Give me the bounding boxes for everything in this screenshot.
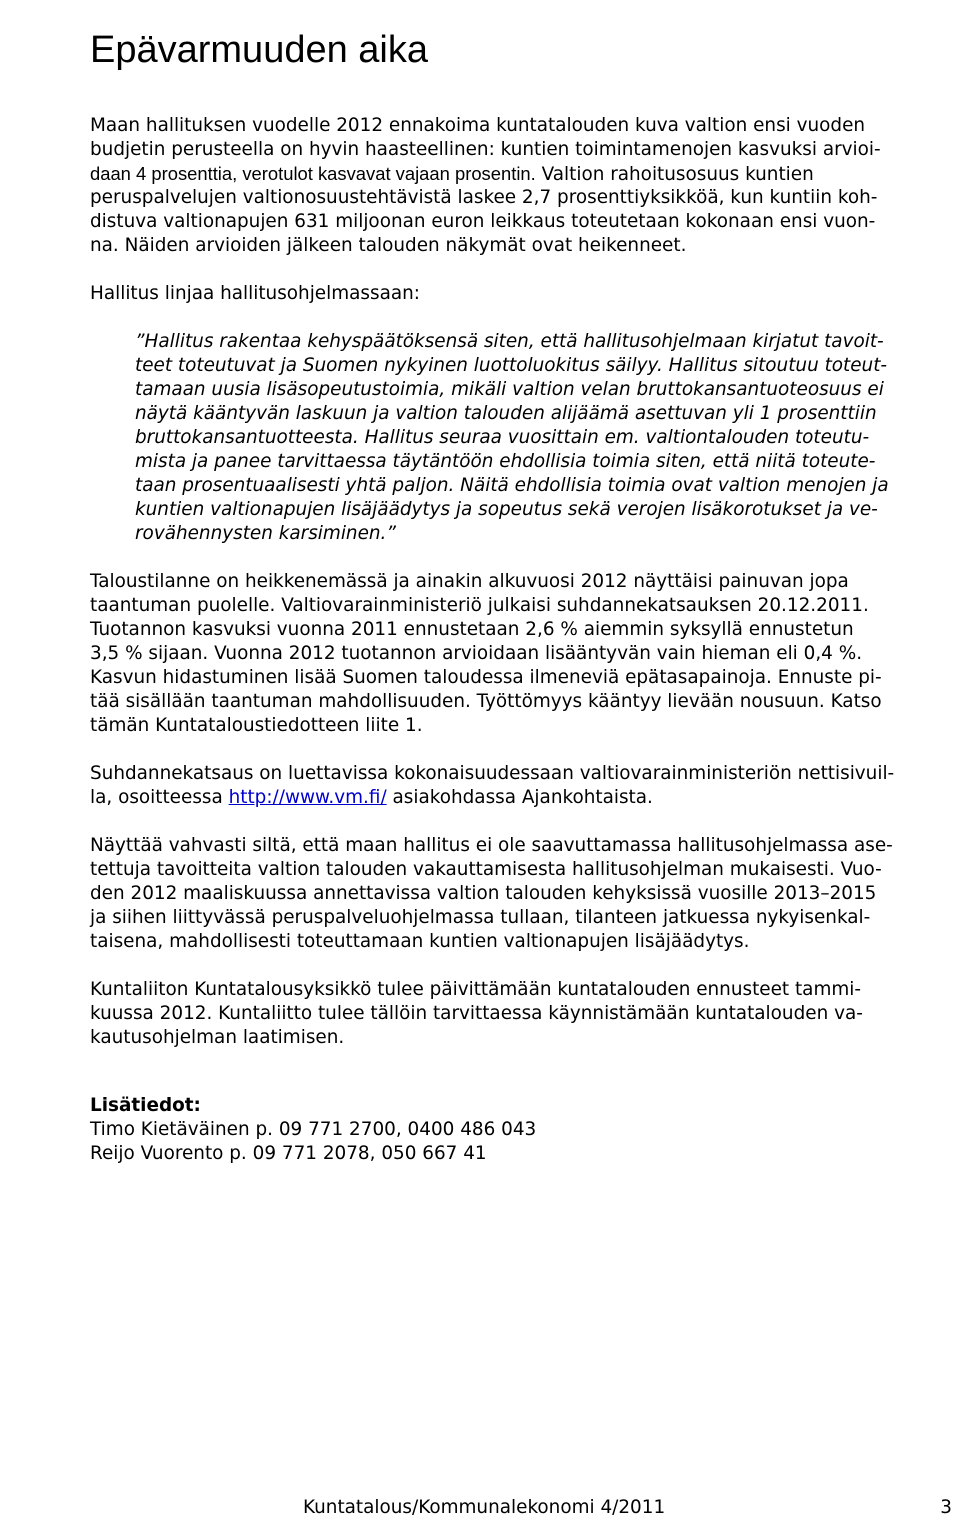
quote-line: rovähennysten karsiminen.” [135, 523, 396, 544]
text-line: ja siihen liittyvässä peruspalveluohjelmassa tullaan, tilanteen jatkuessa nykyisenkal- [90, 907, 871, 928]
text-segment: asiakohdassa Ajankohtaista. [386, 787, 653, 808]
text-line [90, 162, 814, 187]
text-line: taisena, mahdollisesti toteuttamaan kuntien valtionapujen lisäjäädytys. [90, 931, 750, 952]
quote-line: bruttokansantuotteesta. Hallitus seuraa vuosittain em. valtiontalouden toteutu- [135, 427, 870, 448]
text-line: na. Näiden arvioiden jälkeen talouden näkymät ovat heikenneet. [90, 235, 687, 256]
quote-line: teet toteutuvat ja Suomen nykyinen luottoluokitus säilyy. Hallitus sitoutuu toteut- [135, 355, 888, 376]
text-segment: Valtion rahoitusosuus kuntien [535, 164, 814, 185]
text-line: budjetin perusteella on hyvin haasteellinen: kuntien toimintamenojen kasvuksi arvioi- [90, 139, 881, 160]
text-line: kautusohjelman laatimisen. [90, 1027, 345, 1048]
text-line: distuva valtionapujen 631 miljoonan euron leikkaus toteutetaan kokonaan ensi vuon- [90, 211, 876, 232]
quote-line: taan prosentuaalisesti yhtä paljon. Näitä ehdollisia toimia ovat valtion menojen ja [135, 475, 889, 496]
text-line: Tuotannon kasvuksi vuonna 2011 ennustetaan 2,6 % aiemmin syksyllä ennustetun [90, 619, 854, 640]
text-line: Suhdannekatsaus on luettavissa kokonaisuudessaan valtiovarainministeriön nettisivuil- [90, 763, 895, 784]
text-line: Maan hallituksen vuodelle 2012 ennakoima kuntatalouden kuva valtion ensi vuoden [90, 115, 866, 136]
contact-person: Reijo Vuorento p. 09 771 2078, 050 667 41 [90, 1143, 487, 1164]
text-line: tää sisällään taantuman mahdollisuuden. Työttömyys kääntyy lievään nousuun. Katso [90, 691, 882, 712]
quote-line: tamaan uusia lisäsopeutustoimia, mikäli valtion velan bruttokansantuoteosuus ei [135, 379, 884, 400]
text-segment: la, osoitteessa [90, 787, 229, 808]
text-line: Kuntaliiton Kuntatalousyksikkö tulee päivittämään kuntatalouden ennusteet tammi- [90, 979, 862, 1000]
quote-line: näytä kääntyvän laskuun ja valtion talouden alijäämä asettuvan yli 1 prosenttiin [135, 403, 877, 424]
contacts-heading: Lisätiedot: [90, 1095, 201, 1116]
text-line: peruspalvelujen valtionosuustehtävistä laskee 2,7 prosenttiyksikköä, kun kuntiin koh- [90, 187, 878, 208]
footer-page-number: 3 [940, 1497, 952, 1518]
text-line: Taloustilanne on heikkenemässä ja ainakin alkuvuosi 2012 näyttäisi painuvan jopa [90, 571, 849, 592]
text-line: Näyttää vahvasti siltä, että maan hallitus ei ole saavuttamassa hallitusohjelmassa ase- [90, 835, 893, 856]
text-line: tettuja tavoitteita valtion talouden vakauttamisesta hallitusohjelman mukaisesti. Vuo- [90, 859, 882, 880]
text-line: tämän Kuntataloustiedotteen liite 1. [90, 715, 423, 736]
text-line: Kasvun hidastuminen lisää Suomen taloudessa ilmeneviä epätasapainoja. Ennuste pi- [90, 667, 882, 688]
text-line: den 2012 maaliskuussa annettavissa valtion talouden kehyksissä vuosille 2013–2015 [90, 883, 877, 904]
text-line: taantuman puolelle. Valtiovarainministeriö julkaisi suhdannekatsauksen 20.12.2011. [90, 595, 869, 616]
contact-person: Timo Kietäväinen p. 09 771 2700, 0400 486 043 [90, 1119, 537, 1140]
text-line [90, 786, 653, 810]
text-line: kuussa 2012. Kuntaliitto tulee tällöin tarvittaessa käynnistämään kuntatalouden va- [90, 1003, 863, 1024]
page-title: Epävarmuuden aika [90, 29, 428, 71]
quote-line: mista ja panee tarvittaessa täytäntöön ehdollisia toimia siten, että niitä toteute- [135, 451, 876, 472]
quote-line: ”Hallitus rakentaa kehyspäätöksensä siten, että hallitusohjelmaan kirjatut tavoit- [135, 331, 884, 352]
footer-publication: Kuntatalous/Kommunalekonomi 4/2011 [303, 1497, 666, 1518]
vm-website-link[interactable]: http://www.vm.fi/ [228, 787, 387, 808]
quote-intro: Hallitus linjaa hallitusohjelmassaan: [90, 283, 420, 304]
text-line: 3,5 % sijaan. Vuonna 2012 tuotannon arvioidaan lisääntyvän vain hieman eli 0,4 %. [90, 643, 863, 664]
quote-line: kuntien valtionapujen lisäjäädytys ja sopeutus sekä verojen lisäkorotukset ja ve- [135, 499, 878, 520]
text-segment: daan 4 prosenttia, verotulot kasvavat vajaan prosentin. [90, 163, 536, 184]
